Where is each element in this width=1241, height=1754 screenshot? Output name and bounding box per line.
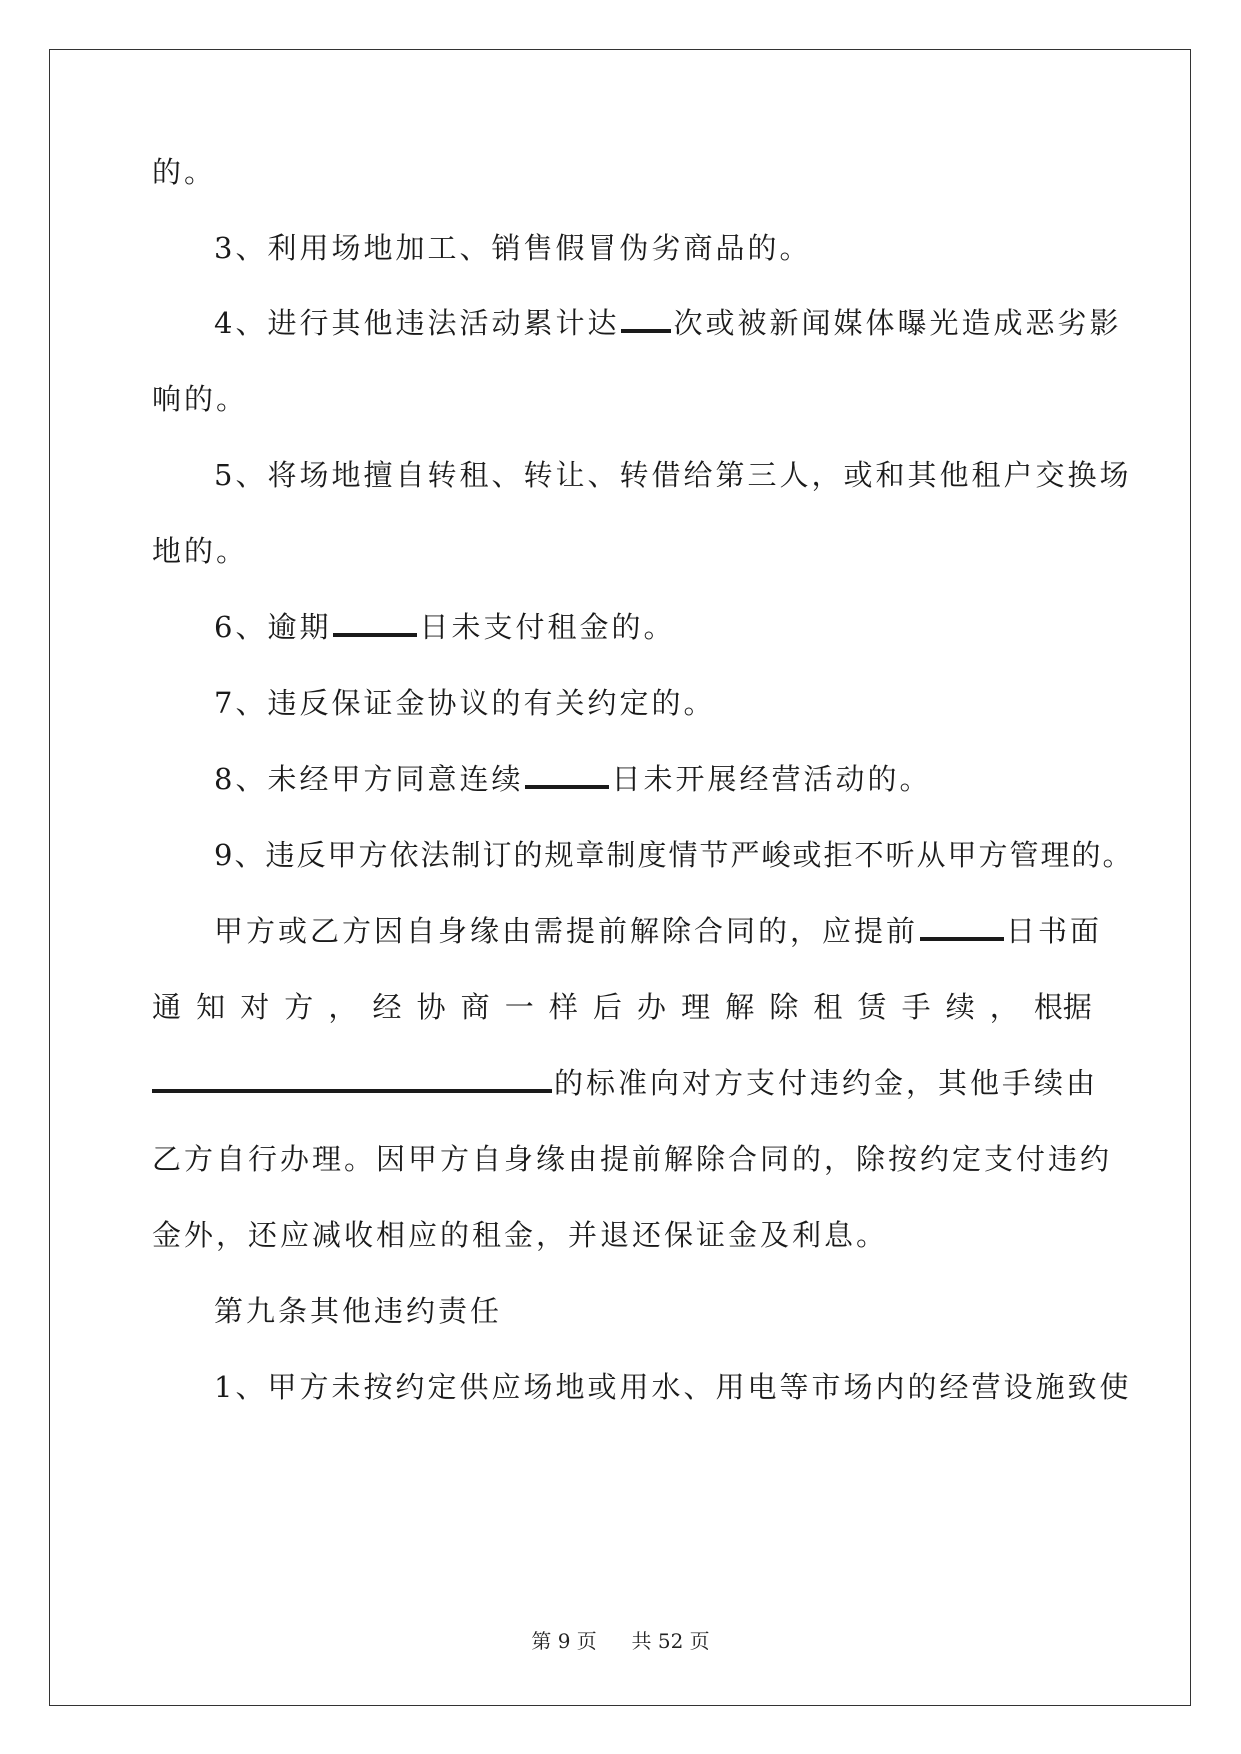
line-text: 6、逾期 — [214, 610, 332, 644]
line-text: 金外，还应减收相应的租金，并退还保证金及利息。 — [152, 1218, 889, 1252]
line-char: 租 — [813, 990, 843, 1024]
line-char: ， — [328, 990, 358, 1024]
line-text: 地的。 — [152, 534, 249, 568]
fill-in-blank — [920, 912, 1004, 941]
line-text: 响的。 — [152, 382, 249, 416]
line-text: 8、未经甲方同意连续 — [214, 762, 524, 796]
line-text: 第九条其他违约责任 — [214, 1294, 503, 1328]
page-border — [49, 49, 1191, 1706]
line-char: 理 — [681, 990, 711, 1024]
line-char: 通 — [152, 990, 182, 1024]
line-char: 知 — [196, 990, 226, 1024]
line-text: 乙方自行办理。因甲方自身缘由提前解除合同的，除按约定支付违约 — [152, 1142, 1113, 1176]
line-text: 甲方或乙方因自身缘由需提前解除合同的，应提前 — [214, 914, 919, 948]
line-char: 后 — [592, 990, 622, 1024]
fill-in-blank — [621, 304, 671, 333]
line-char: 协 — [416, 990, 446, 1024]
list-item — [214, 1367, 1132, 1407]
paragraph-line — [152, 1139, 1113, 1179]
line-text: 7、违反保证金协议的有关约定的。 — [214, 686, 716, 720]
list-item — [214, 683, 1094, 723]
line-text: 日未开展经营活动的。 — [611, 762, 932, 796]
fill-in-blank — [152, 1064, 552, 1093]
paragraph-line — [152, 1063, 1099, 1103]
paragraph-line — [214, 911, 1103, 951]
list-item — [214, 759, 1094, 799]
line-text: 的标准向对方支付违约金，其他手续由 — [554, 1066, 1099, 1100]
list-item — [214, 835, 1134, 875]
line-char: 手 — [901, 990, 931, 1024]
line-char: 解 — [725, 990, 755, 1024]
paragraph-line — [152, 531, 1092, 571]
list-item — [214, 303, 1122, 343]
line-char: 经 — [372, 990, 402, 1024]
paragraph-line — [152, 379, 1092, 419]
line-char: 根据 — [1033, 990, 1092, 1024]
line-char: 赁 — [857, 990, 887, 1024]
list-item — [214, 455, 1132, 495]
page-number: 9 — [557, 1629, 571, 1653]
list-item — [214, 228, 1094, 268]
justified-line — [152, 987, 1092, 1027]
line-text: 日书面 — [1006, 914, 1103, 948]
line-text: 次或被新闻媒体曝光造成恶劣影 — [673, 306, 1122, 340]
line-char: ， — [989, 990, 1019, 1024]
paragraph-line — [152, 1215, 1092, 1255]
line-char: 续 — [945, 990, 975, 1024]
line-text: 5、将场地擅自转租、转让、转借给第三人，或和其他租户交换场 — [214, 458, 1132, 492]
line-text: 3、利用场地加工、销售假冒伪劣商品的。 — [214, 231, 812, 265]
total-number: 52 — [657, 1629, 684, 1653]
line-char: 商 — [460, 990, 490, 1024]
line-text: 1、甲方未按约定供应场地或用水、用电等市场内的经营设施致使 — [214, 1370, 1132, 1404]
line-text: 4、进行其他违法活动累计达 — [214, 306, 620, 340]
line-char: 对 — [240, 990, 270, 1024]
page-unit: 页 — [576, 1629, 597, 1653]
page-footer — [0, 1628, 1241, 1654]
line-text: 的。 — [152, 155, 217, 189]
line-char: 样 — [548, 990, 578, 1024]
page-label: 第 — [531, 1629, 552, 1653]
line-char: 办 — [637, 990, 667, 1024]
line-char: 除 — [769, 990, 799, 1024]
total-label: 共 — [631, 1629, 652, 1653]
line-char: 一 — [504, 990, 534, 1024]
line-text: 9、违反甲方依法制订的规章制度情节严峻或拒不听从甲方管理的。 — [214, 838, 1134, 872]
section-heading — [214, 1291, 1094, 1331]
line-text: 日未支付租金的。 — [419, 610, 676, 644]
fill-in-blank — [525, 760, 609, 789]
line-char: 方 — [284, 990, 314, 1024]
total-unit: 页 — [689, 1629, 710, 1653]
list-item — [214, 607, 1094, 647]
fill-in-blank — [333, 608, 417, 637]
paragraph-line — [152, 152, 1092, 192]
